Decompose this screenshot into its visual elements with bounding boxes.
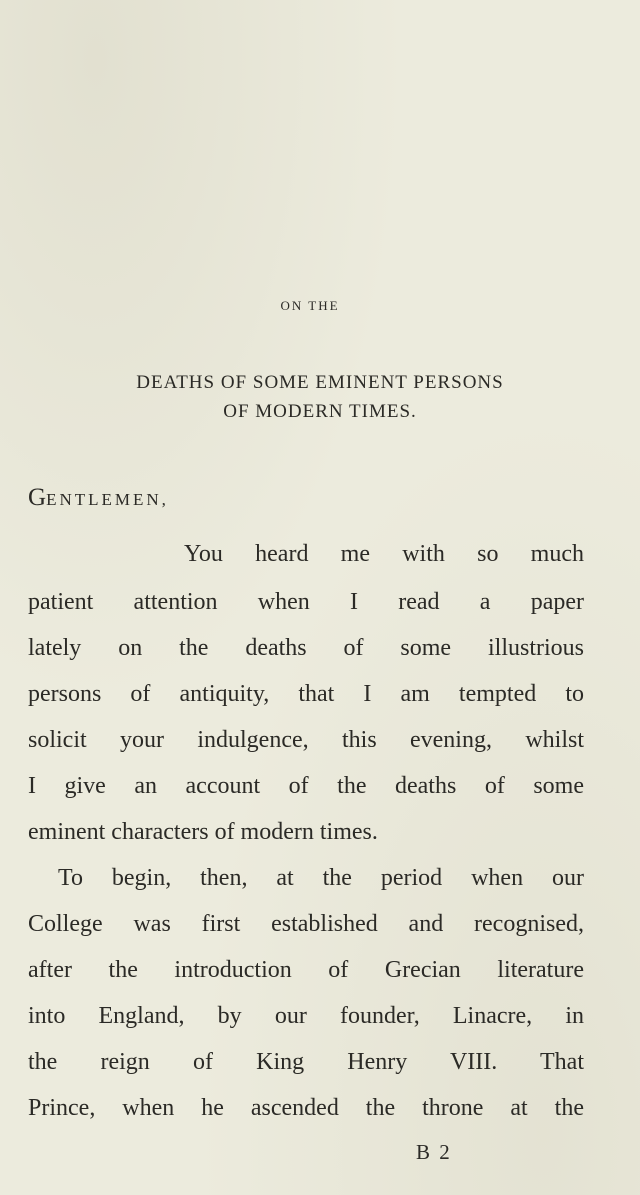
paragraph-2-line-3: after the introduction of Grecian literature xyxy=(28,957,584,983)
paragraph-2-line-6: Prince, when he ascended the throne at the xyxy=(28,1095,584,1121)
salutation-rest: ENTLEMEN, xyxy=(46,490,169,509)
salutation xyxy=(28,484,169,512)
chapter-title-line-1: DEATHS OF SOME EMINENT PERSONS xyxy=(136,372,504,393)
paragraph-2-line-1: To begin, then, at the period when our xyxy=(58,865,584,891)
paragraph-1-line-2: patient attention when I read a paper xyxy=(28,589,584,615)
paragraph-1-line-3: lately on the deaths of some illustrious xyxy=(28,635,584,661)
signature-mark: B 2 xyxy=(416,1140,452,1164)
section-preface: ON THE xyxy=(280,298,340,313)
paragraph-1-line-5: solicit your indulgence, this evening, whilst xyxy=(28,727,584,753)
paragraph-2-line-2: College was first established and recognised, xyxy=(28,911,584,937)
paragraph-2-line-4: into England, by our founder, Linacre, in xyxy=(28,1003,584,1029)
chapter-title-line-2: OF MODERN TIMES. xyxy=(223,401,417,422)
salutation-initial: G xyxy=(28,484,47,511)
paragraph-2-line-5: the reign of King Henry VIII. That xyxy=(28,1049,584,1075)
paragraph-1-line-1: You heard me with so much xyxy=(184,541,584,567)
paragraph-1-line-6: I give an account of the deaths of some xyxy=(28,773,584,799)
paragraph-1-line-7: eminent characters of modern times. xyxy=(28,819,378,845)
paragraph-1-line-4: persons of antiquity, that I am tempted to xyxy=(28,681,584,707)
